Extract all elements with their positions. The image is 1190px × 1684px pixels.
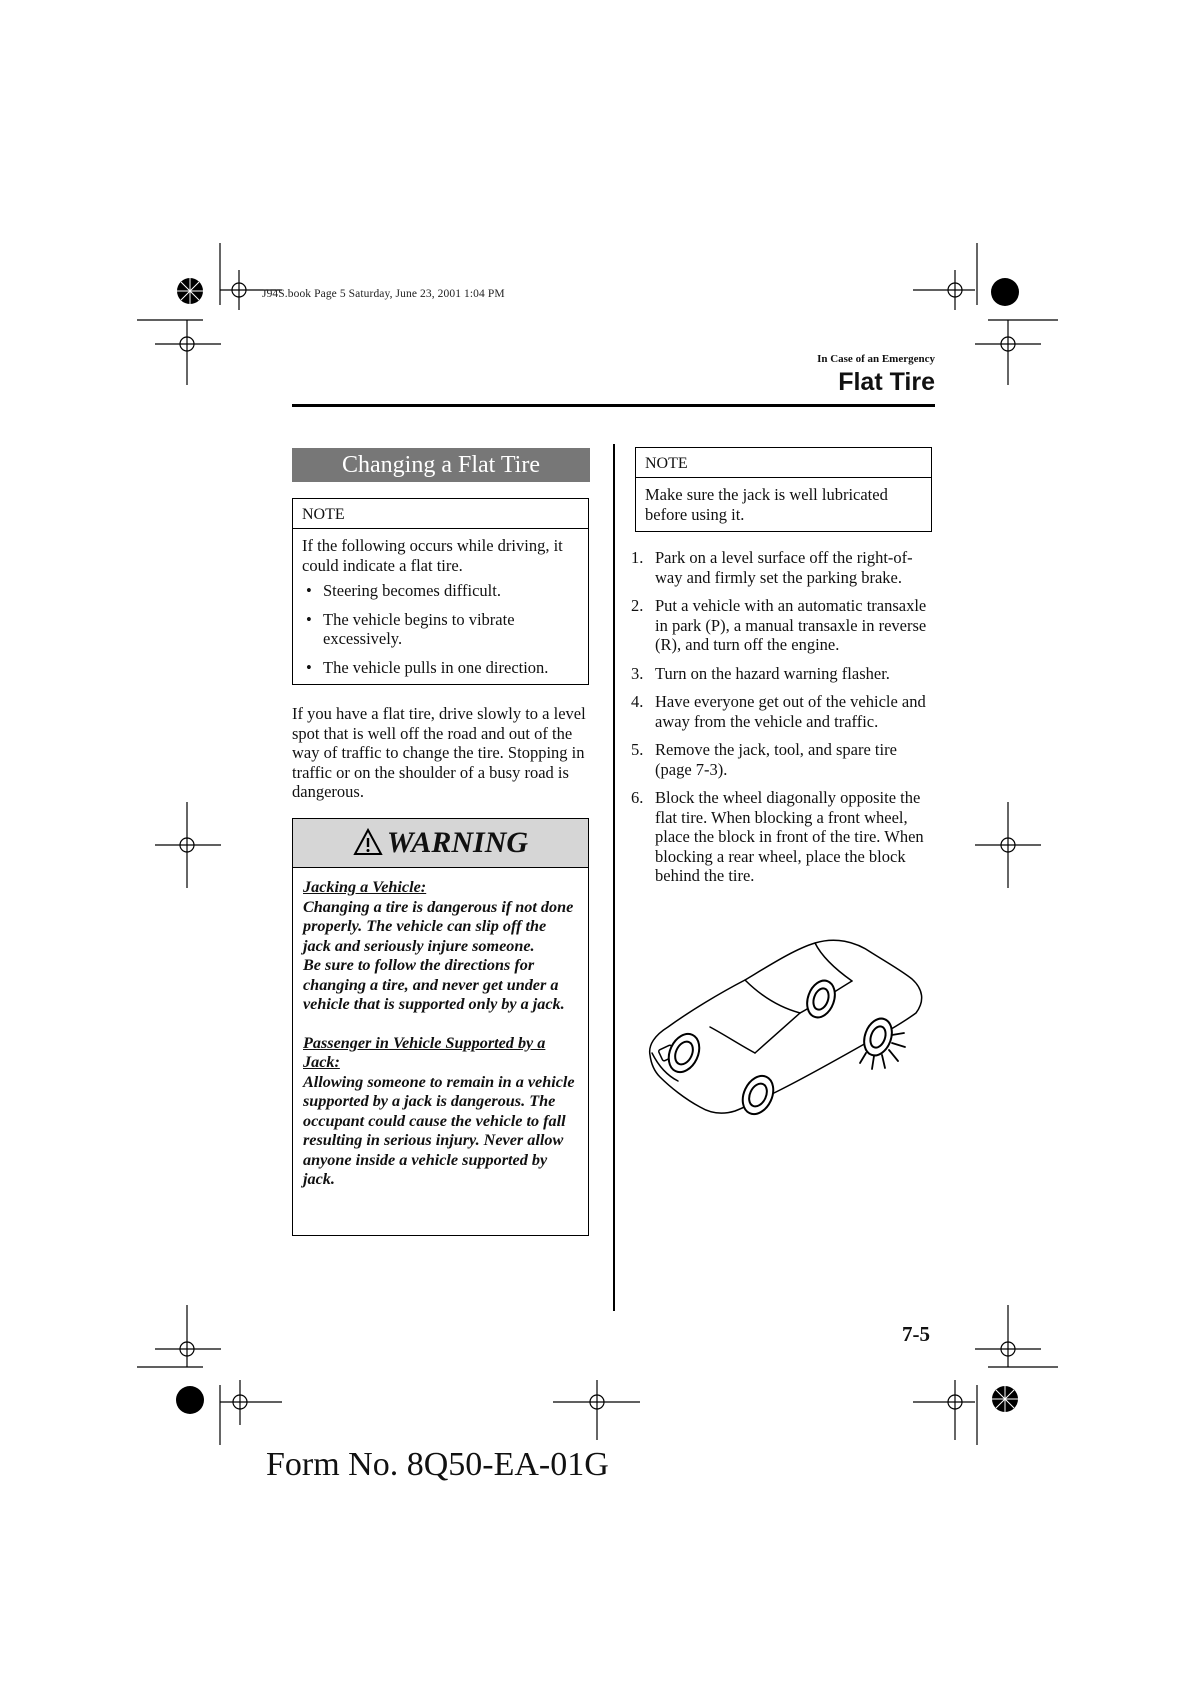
- column-divider: [613, 444, 615, 1311]
- procedure-steps: [631, 548, 936, 895]
- car-wheel-block-illustration: [640, 935, 930, 1130]
- printer-slug: J94S.book Page 5 Saturday, June 23, 2001 1:04 PM: [262, 288, 505, 300]
- form-number: Form No. 8Q50-EA-01G: [266, 1446, 609, 1483]
- step-number: 2.: [631, 596, 644, 615]
- step-text: Park on a level surface off the right-of-way and firmly set the parking brake.: [655, 548, 913, 587]
- warning-subheading: Jacking a Vehicle:: [303, 878, 427, 896]
- list-item: • The vehicle begins to vibrate excessively.: [302, 610, 579, 649]
- step-number: 4.: [631, 692, 644, 711]
- step-text: Turn on the hazard warning flasher.: [655, 663, 890, 683]
- note-box-left: [292, 498, 589, 685]
- page-number: 7-5: [902, 1322, 930, 1346]
- warning-heading: WARNING: [386, 826, 529, 859]
- note-box-right: [635, 447, 932, 532]
- section-banner: Changing a Flat Tire: [292, 448, 590, 482]
- list-item: • Steering becomes difficult.: [302, 581, 579, 601]
- section-label: In Case of an Emergency: [817, 353, 935, 365]
- page-title: Flat Tire: [838, 368, 935, 396]
- step-text: Put a vehicle with an automatic transaxle in park (P), a manual transaxle in reverse (R), and turn off the engine.: [655, 596, 927, 654]
- flat-tire-paragraph: If you have a flat tire, drive slowly to a level spot that is well off the road and out of the way of traffic to change the tire. Stopping in traffic or on the shoulder of a busy road is dangerous.: [292, 704, 586, 801]
- note-heading: NOTE: [293, 499, 588, 529]
- note-heading: NOTE: [636, 448, 931, 478]
- warning-triangle-icon: [353, 828, 383, 856]
- step-text: Block the wheel diagonally opposite the flat tire. When blocking a front wheel, place the block in front of the tire. When blocking a rear wheel, place the block behind the tire.: [655, 788, 924, 885]
- step-number: 3.: [631, 663, 644, 683]
- note-intro: If the following occurs while driving, it could indicate a flat tire.: [302, 536, 563, 575]
- warning-body: [293, 868, 588, 1190]
- warning-header: [293, 819, 588, 868]
- step-number: 6.: [631, 788, 644, 807]
- warning-subheading: Passenger in Vehicle Supported by a Jack:: [303, 1033, 546, 1071]
- wheel: [663, 977, 897, 1119]
- step-number: 5.: [631, 740, 644, 759]
- list-item: [631, 692, 936, 731]
- step-text: Have everyone get out of the vehicle and away from the vehicle and traffic.: [655, 692, 926, 731]
- warning-box: [292, 818, 589, 1236]
- title-rule: [292, 404, 935, 407]
- list-item: [631, 740, 936, 779]
- note-body: Make sure the jack is well lubricated before using it.: [645, 485, 888, 524]
- list-item: [631, 596, 936, 655]
- list-item: [631, 664, 936, 684]
- note-body: [293, 529, 588, 684]
- list-item: • The vehicle pulls in one direction.: [302, 658, 579, 678]
- step-text: Remove the jack, tool, and spare tire (page 7-3).: [655, 740, 897, 779]
- symptom-list: [302, 581, 579, 677]
- warning-text: Allowing someone to remain in a vehicle supported by a jack is dangerous. The occupant could cause the vehicle to fall resulting in serious injury. Never allow anyone inside a vehicle supported by jack.: [303, 1072, 575, 1188]
- step-number: 1.: [631, 548, 644, 567]
- warning-text: Changing a tire is dangerous if not done properly. The vehicle can slip off the jack and seriously injure someone. Be sure to follow the directions for changing a tire, and never get under a vehicle that is supported only by a jack.: [303, 897, 574, 1013]
- list-item: [631, 788, 936, 886]
- list-item: [631, 548, 936, 587]
